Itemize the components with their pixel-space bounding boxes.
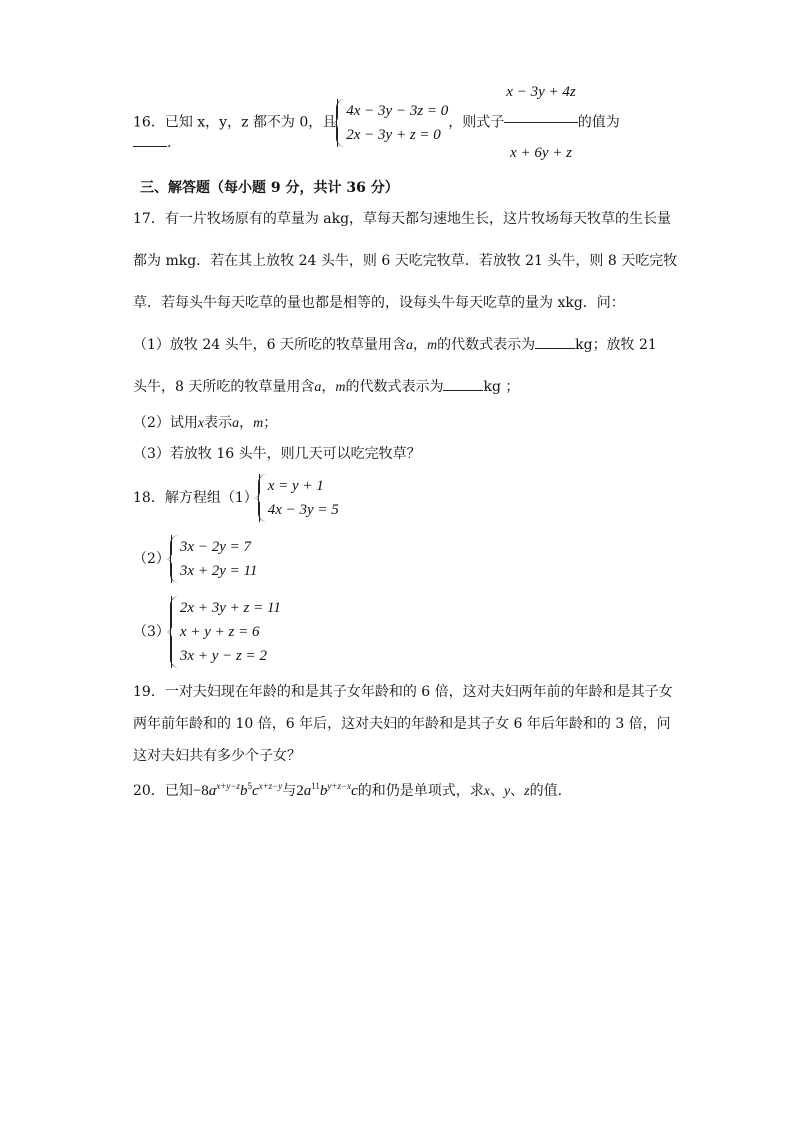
q17-part1-text-e: 的代数式表示为	[345, 379, 444, 395]
q20-with: 与	[282, 783, 297, 799]
q20-middle: 的和仍是单项式，求	[357, 783, 484, 799]
q17-comma: ，	[412, 337, 427, 353]
q18-sys3-row	[133, 595, 281, 669]
q20-term2-a: a	[303, 783, 312, 799]
q20-term1-b-exp: 5	[247, 781, 252, 791]
q16-fraction	[504, 64, 577, 181]
q18-s1-eq1: x = y + 1	[267, 478, 324, 494]
q17-line1: 17．有一片牧场原有的草量为 akg，草每天都匀速地生长，这片牧场每天牧草的生长量	[133, 211, 672, 227]
q16-end: .	[167, 135, 172, 151]
q19-line2: 两年前年龄和的 10 倍，6 年后，这对夫妇的年龄和是其子女 6 年后年龄和的 3 倍，问	[133, 716, 671, 732]
q17-part1-text-c: ；放牧 21	[592, 337, 657, 353]
q17-var-m-2: m	[335, 380, 346, 395]
q16-line	[133, 64, 620, 161]
q17-part1-text-a: （1）放牧 24 头牛，6 天所吃的牧草量用含	[133, 337, 406, 353]
q16-frac-numerator: x − 3y + 4z	[504, 64, 577, 123]
q17-part1-line1	[133, 334, 657, 354]
q20-term1-coef: −8	[192, 783, 209, 799]
q20-term1-a-exp: x+y−z	[216, 781, 240, 791]
q18-sys2-row	[133, 533, 257, 585]
q17-var-x: x	[197, 416, 205, 431]
q17-part1-text-d: 头牛，8 天所吃的牧草量用含	[133, 379, 315, 395]
q20-sep1: 、	[489, 783, 504, 799]
q20-end: 的值.	[529, 783, 563, 799]
q20-term1-c-exp: x+z−y	[258, 781, 283, 791]
q17-part2-text-b: 表示	[204, 415, 233, 431]
q17-part1-text-b: 的代数式表示为	[437, 337, 536, 353]
q17-part1-line2	[133, 376, 519, 396]
q16-suffix: 的值为	[577, 114, 620, 131]
q17-part2	[133, 412, 277, 432]
q17-var-a-3: a	[232, 416, 240, 431]
brace-icon	[170, 535, 179, 583]
q17-part3: （3）若放牧 16 头牛，则几天可以吃完牧草？	[133, 446, 421, 462]
section3-title: 三、解答题（每小题 9 分，共计 36 分）	[140, 180, 399, 196]
q18-s3-eq3: 3x + y − z = 2	[179, 648, 267, 664]
q18-s2-eq2: 3x + 2y = 11	[179, 563, 258, 579]
q16-frac-denominator: x + 6y + z	[510, 145, 572, 161]
q17-line2: 都为 mkg．若在其上放牧 24 头牛，则 6 天吃完牧草．若放牧 21 头牛，则 8 天吃完牧	[133, 253, 678, 269]
q18-sys1-row	[133, 472, 339, 524]
q18-label2: （2）	[133, 551, 170, 567]
q20-var-x: x	[483, 784, 490, 799]
q17-var-m: m	[426, 338, 438, 353]
q20-term2-coef: 2	[296, 783, 304, 799]
q20-var-y: y	[503, 784, 511, 799]
q16-prefix: 16．已知 x，y，z 都不为 0，且	[133, 114, 337, 131]
brace-icon	[258, 474, 267, 522]
brace-icon	[170, 596, 179, 668]
q16-system	[336, 99, 448, 147]
q20-term1	[193, 783, 282, 799]
q20-var-z: z	[524, 784, 530, 799]
q16-answer-line	[133, 132, 171, 151]
q20-term2-b-exp: y+z−x	[327, 781, 352, 791]
q17-var-m-3: m	[253, 416, 264, 431]
q20-prefix: 20．已知	[133, 783, 193, 799]
q18-system-1	[258, 474, 339, 522]
q17-blank-2[interactable]	[443, 376, 483, 391]
q18-system-3	[170, 596, 281, 668]
q18-s2-eq1: 3x − 2y = 7	[179, 539, 251, 555]
q17-comma-3: ，	[239, 415, 254, 431]
q17-comma-2: ，	[321, 379, 336, 395]
q17-line3: 草．若每头牛每天吃草的量也都是相等的，设每头牛每天吃草的量为 xkg．问：	[133, 295, 625, 311]
q18-label: 18．解方程组（1）	[133, 490, 258, 506]
q19-line1: 19．一对夫妇现在年龄的和是其子女年龄和的 6 倍，这对夫妇两年前的年龄和是其子女	[133, 684, 673, 700]
q18-system-2	[170, 535, 257, 583]
q17-part2-text-c: ；	[263, 415, 278, 431]
q18-s3-eq1: 2x + 3y + z = 11	[179, 600, 281, 616]
q17-var-a: a	[405, 338, 413, 353]
q20-term1-c: c	[251, 783, 259, 799]
q20-term2-c: c	[351, 783, 358, 799]
q16-answer-blank[interactable]	[133, 132, 167, 147]
q16-mid: ，则式子	[448, 114, 505, 131]
q18-label3: （3）	[133, 624, 170, 640]
q20-term1-a: a	[208, 783, 217, 799]
q17-unit-kg: kg	[575, 337, 593, 353]
brace-icon	[336, 99, 345, 147]
q20-term1-b: b	[239, 783, 248, 799]
q20-line	[133, 780, 562, 800]
q17-blank-1[interactable]	[535, 334, 575, 349]
q18-s3-eq2: x + y + z = 6	[179, 624, 260, 640]
q19-line3: 这对夫妇共有多少个子女？	[133, 748, 301, 764]
q16-eq1: 4x − 3y − 3z = 0	[346, 102, 449, 119]
q20-sep2: 、	[510, 783, 525, 799]
q17-var-a-2: a	[314, 380, 322, 395]
q17-part2-text-a: （2）试用	[133, 415, 198, 431]
q17-part1-text-f: kg ；	[483, 379, 520, 395]
q20-term2-b: b	[319, 783, 328, 799]
q20-term2-a-exp: 11	[311, 781, 320, 791]
q18-s1-eq2: 4x − 3y = 5	[267, 502, 339, 518]
q16-eq2: 2x − 3y + z = 0	[346, 126, 441, 143]
q20-term2	[296, 783, 357, 799]
